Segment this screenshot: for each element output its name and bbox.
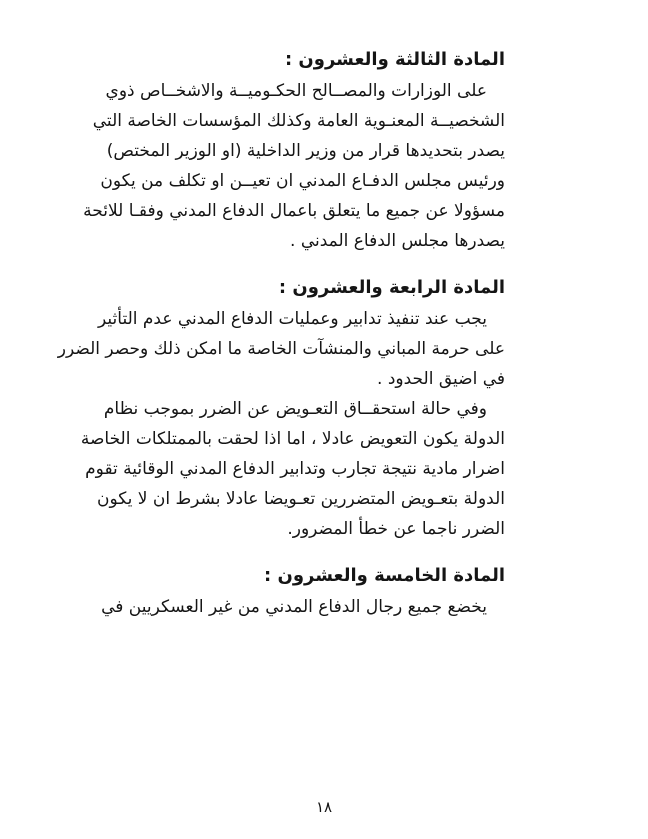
page-text-block <box>58 44 505 622</box>
article-24-heading: المادة الرابعة والعشرون : <box>278 277 505 298</box>
text-line: على حرمة المباني والمنشآت الخاصة ما امكن ذلك وحصر الضرر <box>57 339 505 359</box>
article-25 <box>58 560 505 622</box>
article-25-paragraph-1 <box>58 592 505 622</box>
article-24-paragraph-2 <box>58 394 505 544</box>
text-line: على الوزارات والمصــالح الحكـوميــة والاشخــاص ذوي <box>105 81 487 101</box>
text-line: مسؤولا عن جميع ما يتعلق باعمال الدفاع المدني وفقـا للائحة <box>83 201 505 221</box>
article-24 <box>58 272 505 544</box>
article-23-heading: المادة الثالثة والعشرون : <box>284 49 505 70</box>
text-line: ورئيس مجلس الدفـاع المدني ان تعيــن او تكلف من يكون <box>100 171 505 191</box>
text-line: في اضيق الحدود . <box>377 369 505 389</box>
text-line: الدولة بتعـويض المتضررين تعـويضا عادلا بشرط ان لا يكون <box>96 489 505 509</box>
article-23-paragraph-1 <box>58 76 505 256</box>
text-line: الدولة يكون التعويض عادلا ، اما اذا لحقت بالممتلكات الخاصة <box>80 429 505 449</box>
article-25-heading: المادة الخامسة والعشرون : <box>264 565 505 586</box>
text-line: يصدرها مجلس الدفاع المدني . <box>290 231 505 251</box>
text-line: يخضع جميع رجال الدفاع المدني من غير العسكريين في <box>101 597 487 617</box>
text-line: يصدر بتحديدها قرار من وزير الداخلية (او الوزير المختص) <box>106 141 505 161</box>
page-number: ١٨ <box>315 798 333 816</box>
text-line: وفي حالة استحقــاق التعـويض عن الضرر بموجب نظام <box>103 399 487 419</box>
text-line: يجب عند تنفيذ تدابير وعمليات الدفاع المدني عدم التأثير <box>98 309 487 329</box>
text-line: الضرر ناجما عن خطأ المضرور. <box>287 519 505 539</box>
article-23 <box>58 44 505 256</box>
text-line: الشخصيــة المعنـوية العامة وكذلك المؤسسات الخاصة التي <box>92 111 505 131</box>
article-24-paragraph-1 <box>58 304 505 394</box>
text-line: اضرار مادية نتيجة تجارب وتدابير الدفاع المدني الوقائية تقوم <box>85 459 505 479</box>
